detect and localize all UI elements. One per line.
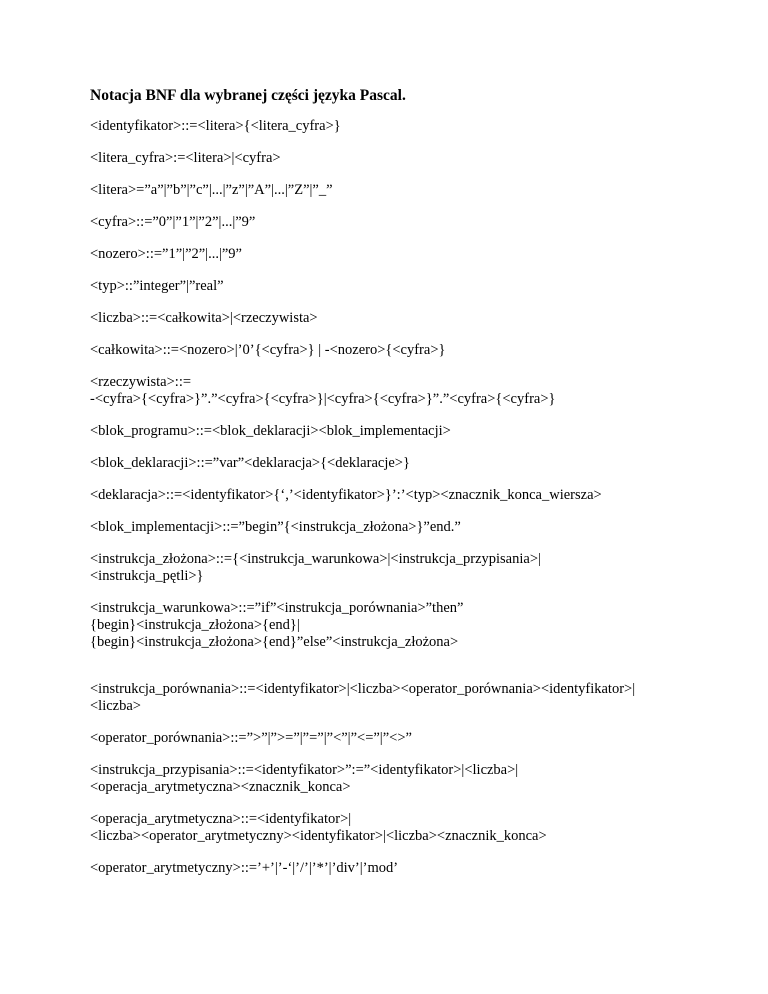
bnf-rule <box>90 811 730 845</box>
bnf-rule-line: <blok_implementacji>::=”begin”{<instrukcja_złożona>}”end.” <box>90 519 461 535</box>
bnf-rule <box>90 118 730 135</box>
bnf-rule-line: <rzeczywista>::= <box>90 374 192 390</box>
bnf-rule-line: <instrukcja_pętli>} <box>90 568 204 584</box>
bnf-rule <box>90 860 730 877</box>
bnf-rule-line: <nozero>::=”1”|”2”|...|”9” <box>90 246 242 262</box>
bnf-rule-line: <litera_cyfra>:=<litera>|<cyfra> <box>90 150 281 166</box>
bnf-rule <box>90 762 730 796</box>
bnf-rule-line: <operator_arytmetyczny>::=’+’|’-‘|’/’|’*’|’div’|’mod’ <box>90 860 399 876</box>
bnf-rule-line: <blok_deklaracji>::=”var”<deklaracja>{<deklaracje>} <box>90 455 410 471</box>
bnf-rule <box>90 519 730 536</box>
bnf-rule-line: -<cyfra>{<cyfra>}”.”<cyfra>{<cyfra>}|<cyfra>{<cyfra>}”.”<cyfra>{<cyfra>} <box>90 391 556 407</box>
bnf-rule <box>90 278 730 295</box>
bnf-rule <box>90 342 730 359</box>
bnf-rule-line: <operacja_arytmetyczna>::=<identyfikator>| <box>90 811 352 827</box>
bnf-rule-line: <całkowita>::=<nozero>|’0’{<cyfra>} | -<nozero>{<cyfra>} <box>90 342 446 358</box>
document-title: Notacja BNF dla wybranej części języka Pascal. <box>90 87 406 104</box>
bnf-rule <box>90 681 730 715</box>
bnf-rule-line: <operator_porównania>::=”>”|”>=”|”=”|”<”|”<=”|”<>” <box>90 730 412 746</box>
bnf-rule <box>90 423 730 440</box>
bnf-rule-line: <typ>::”integer”|”real” <box>90 278 224 294</box>
bnf-rule-line: <deklaracja>::=<identyfikator>{‘,’<identyfikator>}’:’<typ><znacznik_konca_wiersza> <box>90 487 602 503</box>
bnf-rule <box>90 730 730 747</box>
bnf-rule-line: <cyfra>::=”0”|”1”|”2”|...|”9” <box>90 214 256 230</box>
bnf-rule-line: <instrukcja_przypisania>::=<identyfikator>”:=”<identyfikator>|<liczba>| <box>90 762 519 778</box>
bnf-rule <box>90 310 730 327</box>
bnf-rule <box>90 455 730 472</box>
bnf-rule-line: <liczba>::=<całkowita>|<rzeczywista> <box>90 310 318 326</box>
bnf-rule <box>90 487 730 504</box>
bnf-rule-line: <litera>=”a”|”b”|”c”|...|”z”|”A”|...|”Z”|”_” <box>90 182 333 198</box>
bnf-rule-line: <instrukcja_złożona>::={<instrukcja_warunkowa>|<instrukcja_przypisania>| <box>90 551 541 567</box>
bnf-rule-line: <identyfikator>::=<litera>{<litera_cyfra>} <box>90 118 341 134</box>
bnf-rule-line: <instrukcja_porównania>::=<identyfikator>|<liczba><operator_porównania><identyfikator>| <box>90 681 636 697</box>
document-page <box>90 86 730 892</box>
bnf-rule <box>90 551 730 585</box>
bnf-rule <box>90 600 730 651</box>
bnf-rule <box>90 150 730 167</box>
bnf-rules-list <box>90 118 730 877</box>
bnf-rule <box>90 374 730 408</box>
bnf-rule-line: <liczba><operator_arytmetyczny><identyfikator>|<liczba><znacznik_konca> <box>90 828 547 844</box>
bnf-rule-line: {begin}<instrukcja_złożona>{end}”else”<instrukcja_złożona> <box>90 634 459 650</box>
bnf-rule-line: <operacja_arytmetyczna><znacznik_konca> <box>90 779 351 795</box>
bnf-rule <box>90 246 730 263</box>
bnf-rule <box>90 214 730 231</box>
bnf-rule-line: {begin}<instrukcja_złożona>{end}| <box>90 617 300 633</box>
bnf-rule <box>90 182 730 199</box>
bnf-rule-line: <instrukcja_warunkowa>::=”if”<instrukcja_porównania>”then” <box>90 600 464 616</box>
bnf-rule-line: <blok_programu>::=<blok_deklaracji><blok_implementacji> <box>90 423 451 439</box>
bnf-rule-line: <liczba> <box>90 698 141 714</box>
